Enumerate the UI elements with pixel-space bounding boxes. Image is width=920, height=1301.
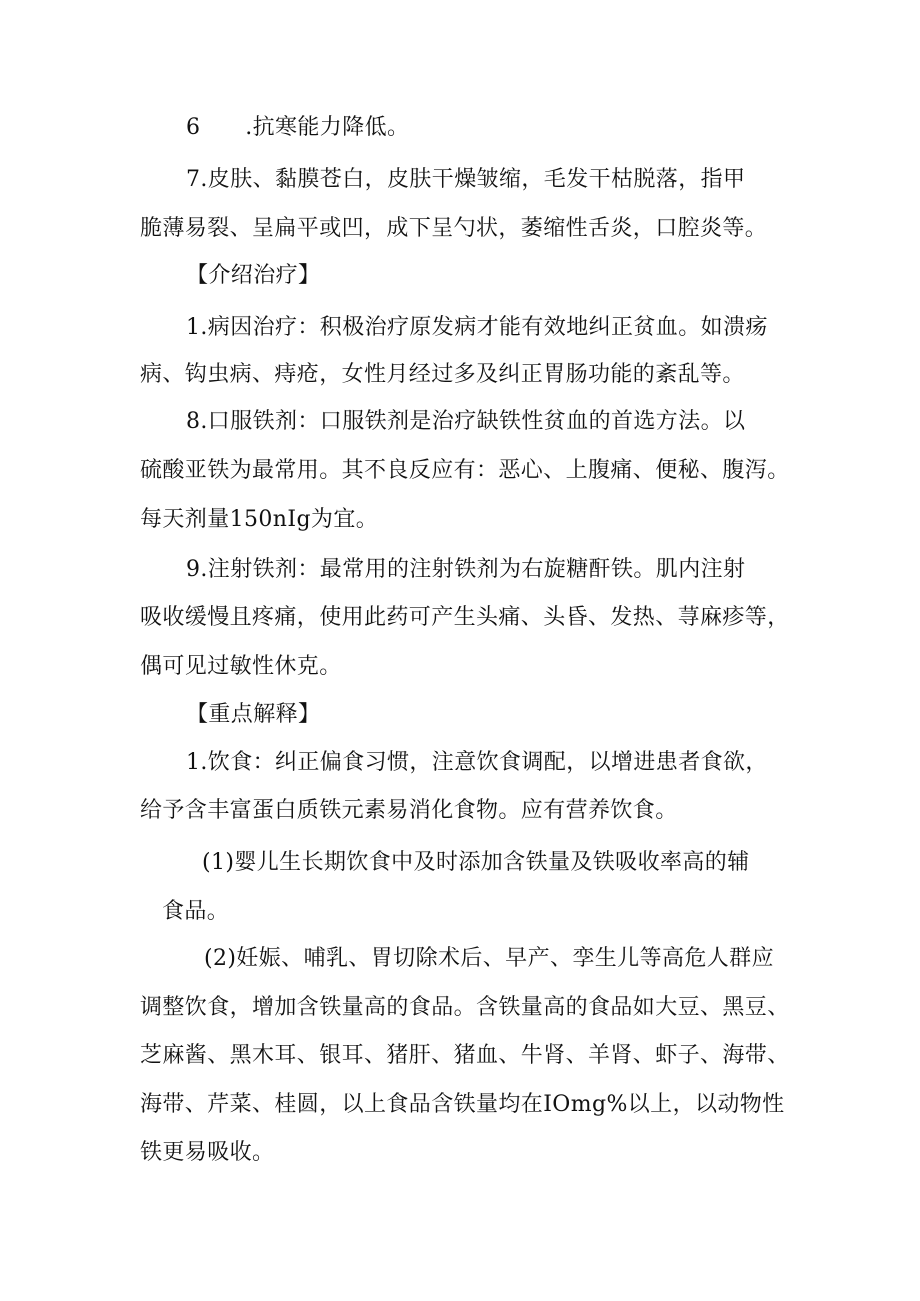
treatment-item-9-line-2: 吸收缓慢且疼痛，使用此药可产生头痛、头昏、发热、荨麻疹等， bbox=[140, 605, 790, 630]
diet-subitem-2-line-3: 芝麻酱、黑木耳、银耳、猪肝、猪血、牛肾、羊肾、虾子、海带、 bbox=[140, 1043, 790, 1068]
treatment-item-9-line-1: 9.注射铁剂：最常用的注射铁剂为右旋糖酐铁。肌内注射 bbox=[186, 557, 746, 582]
item-7-line-2: 脆薄易裂、呈扁平或凹，成下呈勺状，萎缩性舌炎，口腔炎等。 bbox=[140, 216, 768, 241]
diet-subitem-1-line-2: 食品。 bbox=[162, 899, 230, 924]
section-heading-key-points: 【重点解释】 bbox=[186, 702, 321, 727]
item-7-line-1: 7.皮肤、黏膜苍白，皮肤干燥皱缩，毛发干枯脱落，指甲 bbox=[186, 167, 746, 192]
treatment-item-8-line-1: 8.口服铁剂：口服铁剂是治疗缺铁性贫血的首选方法。以 bbox=[186, 409, 746, 434]
treatment-item-1-line-1: 1.病因治疗：积极治疗原发病才能有效地纠正贫血。如溃疡 bbox=[186, 315, 768, 340]
diet-subitem-2-line-5: 铁更易吸收。 bbox=[140, 1140, 275, 1165]
treatment-item-1-line-2: 病、钩虫病、痔疮，女性月经过多及纠正胃肠功能的紊乱等。 bbox=[140, 362, 745, 387]
diet-item-1-line-1: 1.饮食：纠正偏食习惯，注意饮食调配，以增进患者食欲， bbox=[186, 750, 768, 775]
item-6-line: 6 .抗寒能力降低。 bbox=[186, 115, 410, 140]
diet-subitem-2-line-4: 海带、芹菜、桂圆，以上食品含铁量均在IOmg%以上，以动物性 bbox=[140, 1092, 785, 1117]
diet-subitem-1-line-1: (1)婴儿生长期饮食中及时添加含铁量及铁吸收率高的辅 bbox=[202, 850, 750, 875]
section-heading-treatment: 【介绍治疗】 bbox=[186, 263, 321, 288]
diet-subitem-2-line-2: 调整饮食，增加含铁量高的食品。含铁量高的食品如大豆、黑豆、 bbox=[140, 995, 790, 1020]
treatment-item-8-line-2: 硫酸亚铁为最常用。其不良反应有：恶心、上腹痛、便秘、腹泻。 bbox=[140, 458, 790, 483]
treatment-item-8-line-3: 每天剂量150nIg为宜。 bbox=[140, 507, 379, 532]
diet-subitem-2-line-1: (2)妊娠、哺乳、胃切除术后、早产、孪生儿等高危人群应 bbox=[204, 946, 774, 971]
diet-item-1-line-2: 给予含丰富蛋白质铁元素易消化食物。应有营养饮食。 bbox=[140, 798, 678, 823]
treatment-item-9-line-3: 偶可见过敏性休克。 bbox=[140, 654, 342, 679]
